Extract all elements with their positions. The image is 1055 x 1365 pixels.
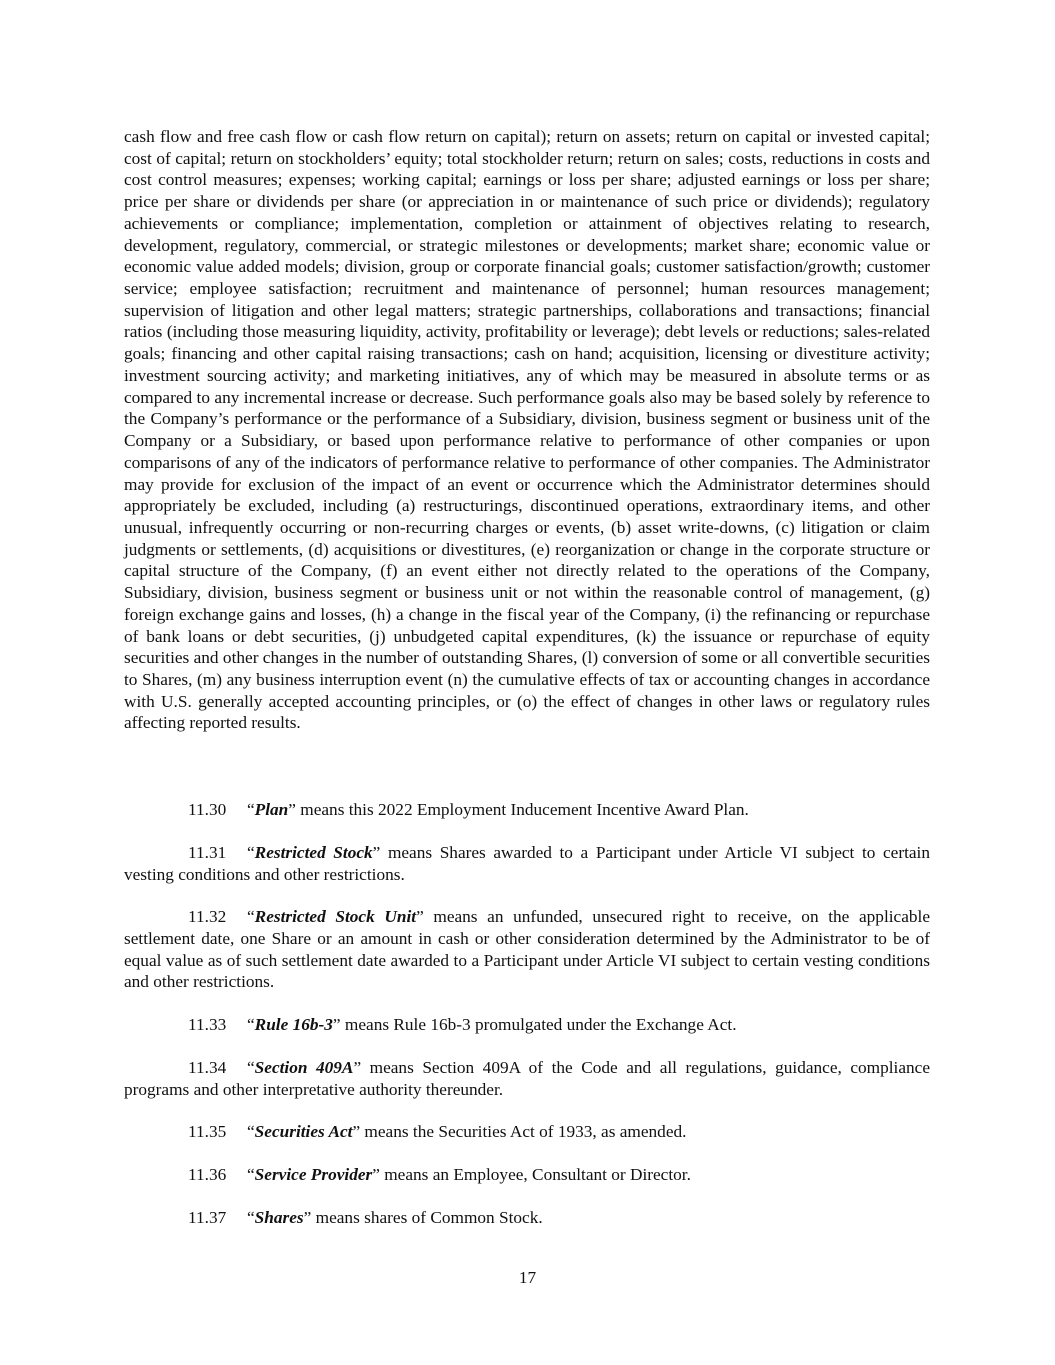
section-number: 11.34 <box>188 1058 227 1077</box>
definition-11-33 <box>124 1014 930 1036</box>
section-number: 11.33 <box>188 1015 227 1034</box>
section-number: 11.30 <box>188 800 227 819</box>
open-quote: “ <box>247 1122 255 1141</box>
definition-text: means this 2022 Employment Inducement Incentive Award Plan. <box>295 800 749 819</box>
close-quote: ” <box>332 1015 341 1034</box>
definition-text: means the Securities Act of 1933, as amended. <box>360 1122 687 1141</box>
close-quote: ” <box>372 843 381 862</box>
close-quote: ” <box>352 1122 361 1141</box>
defined-term: Restricted Stock <box>254 843 373 862</box>
section-number: 11.36 <box>188 1165 227 1184</box>
close-quote: ” <box>353 1058 362 1077</box>
continuation-paragraph: cash flow and free cash flow or cash flow return on capital); return on assets; return on capital or invested capital; cost of capital; return on stockholders’ equity; total stockholder return; return on sales; costs, reductions in costs and cost control measures; expenses; working capital; earnings or loss per share; adjusted earnings or loss per share; price per share or dividends per share (or appreciation in or maintenance of such price or dividends); regulatory achievements or compliance; implementation, completion or attainment of objectives relating to research, development, regulatory, commercial, or strategic milestones or developments; market share; economic value or economic value added models; division, group or corporate financial goals; customer satisfaction/growth; customer service; employee satisfaction; recruitment and maintenance of personnel; human resources management; supervision of litigation and other legal matters; strategic partnerships, collaborations and transactions; financial ratios (including those measuring liquidity, activity, profitability or leverage); debt levels or reductions; sales-related goals; financing and other capital raising transactions; cash on hand; acquisition, licensing or divestiture activity; investment sourcing activity; and marketing initiatives, any of which may be measured in absolute terms or as compared to any incremental increase or decrease. Such performance goals also may be based solely by reference to the Company’s performance or the performance of a Subsidiary, division, business segment or business unit of the Company or a Subsidiary, or based upon performance relative to performance of other companies or upon comparisons of any of the indicators of performance relative to performance of other companies. The Administrator may provide for exclusion of the impact of an event or occurrence which the Administrator determines should appropriately be excluded, including (a) restructurings, discontinued operations, extraordinary items, and other unusual, infrequently occurring or non-recurring charges or events, (b) asset write-downs, (c) litigation or claim judgments or settlements, (d) acquisitions or divestitures, (e) reorganization or change in the corporate structure or capital structure of the Company, (f) an event either not directly related to the operations of the Company, Subsidiary, division, business segment or business unit or not within the reasonable control of management, (g) foreign exchange gains and losses, (h) a change in the fiscal year of the Company, (i) the refinancing or repurchase of bank loans or debt securities, (j) unbudgeted capital expenditures, (k) the issuance or repurchase of equity securities and other changes in the number of outstanding Shares, (l) conversion of some or all convertible securities to Shares, (m) any business interruption event (n) the cumulative effects of tax or accounting changes in accordance with U.S. generally accepted accounting principles, or (o) the effect of changes in other laws or regulatory rules affecting reported results. <box>124 127 930 733</box>
defined-term: Securities Act <box>254 1122 353 1141</box>
defined-term: Shares <box>254 1208 304 1227</box>
section-number: 11.37 <box>188 1208 227 1227</box>
definition-text: means Shares awarded to a Participant under Article VI subject to certain vesting conditions and other restrictions. <box>124 843 930 884</box>
section-number: 11.31 <box>188 843 227 862</box>
definition-text: means an unfunded, unsecured right to receive, on the applicable settlement date, one Share or an amount in cash or other consideration determined by the Administrator to be of equal value as of such settlement date awarded to a Participant under Article VI subject to certain vesting conditions and other restrictions. <box>124 907 930 992</box>
defined-term: Service Provider <box>254 1165 373 1184</box>
close-quote: ” <box>288 800 296 819</box>
open-quote: “ <box>247 800 255 819</box>
definition-text: means Section 409A of the Code and all regulations, guidance, compliance programs and other interpretative authority thereunder. <box>124 1058 930 1099</box>
open-quote: “ <box>247 907 255 926</box>
close-quote: ” <box>372 1165 380 1184</box>
open-quote: “ <box>247 1015 255 1034</box>
defined-term: Section 409A <box>254 1058 354 1077</box>
definition-11-30 <box>124 799 930 821</box>
defined-term: Plan <box>254 800 289 819</box>
defined-term: Rule 16b-3 <box>254 1015 333 1034</box>
open-quote: “ <box>247 1208 255 1227</box>
definition-11-31 <box>124 842 930 886</box>
open-quote: “ <box>247 1165 255 1184</box>
definition-text: means an Employee, Consultant or Director. <box>379 1165 691 1184</box>
section-number: 11.32 <box>188 907 227 926</box>
definition-text: means Rule 16b-3 promulgated under the Exchange Act. <box>340 1015 737 1034</box>
definition-11-37 <box>124 1207 930 1229</box>
close-quote: ” <box>303 1208 312 1227</box>
defined-term: Restricted Stock Unit <box>254 907 417 926</box>
open-quote: “ <box>247 1058 255 1077</box>
close-quote: ” <box>416 907 424 926</box>
definition-11-32 <box>124 906 930 993</box>
definition-11-36 <box>124 1164 930 1186</box>
section-number: 11.35 <box>188 1122 227 1141</box>
open-quote: “ <box>247 843 255 862</box>
definition-text: means shares of Common Stock. <box>311 1208 543 1227</box>
page-number: 17 <box>518 1268 537 1287</box>
definition-11-35 <box>124 1121 930 1143</box>
definition-11-34 <box>124 1057 930 1101</box>
